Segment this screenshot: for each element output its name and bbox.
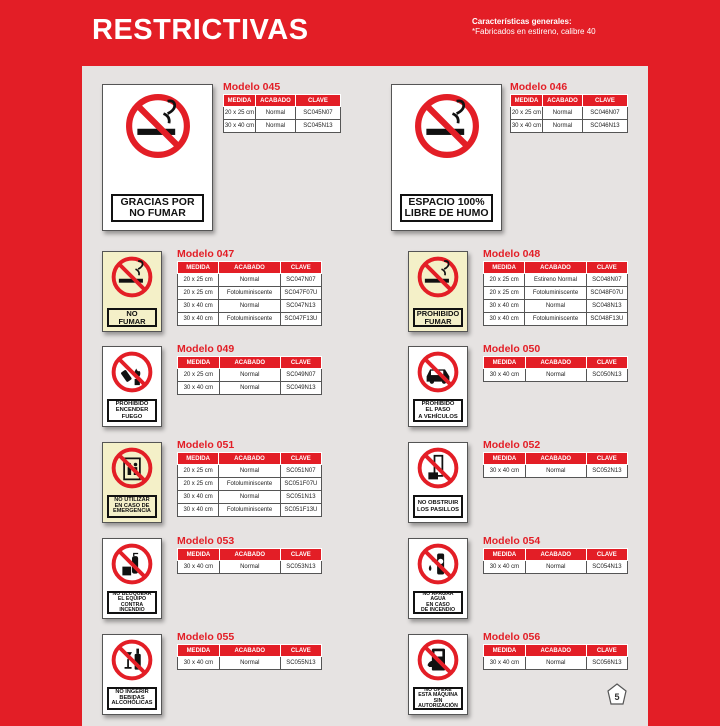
table-row bbox=[178, 300, 322, 313]
table-cell: SC047N13 bbox=[280, 300, 321, 313]
table-cell: 20 x 25 cm bbox=[178, 274, 219, 287]
sign-caption: NO BLOQUEAR EL EQUIPO CONTRA INCENDIO bbox=[107, 591, 157, 614]
column-header: CLAVE bbox=[280, 357, 321, 369]
sign-caption: NO APAGAR AGUA EN CASO DE INCENDIO bbox=[413, 591, 463, 614]
spec-table bbox=[510, 94, 628, 133]
column-header: MEDIDA bbox=[484, 549, 526, 561]
table-cell: Normal bbox=[525, 657, 586, 670]
sign-caption: PROHIBIDO FUMAR bbox=[413, 308, 463, 327]
table-cell: Normal bbox=[219, 369, 280, 382]
spec-table bbox=[177, 356, 322, 395]
sign-image bbox=[408, 251, 468, 332]
no-smoking-icon bbox=[111, 256, 153, 298]
sign-image bbox=[102, 346, 162, 427]
column-header: MEDIDA bbox=[484, 357, 526, 369]
table-cell: Normal bbox=[219, 657, 280, 670]
column-header: MEDIDA bbox=[484, 453, 526, 465]
model-title: Modelo 046 bbox=[510, 81, 568, 93]
column-header: ACABADO bbox=[256, 95, 296, 107]
column-header: ACABADO bbox=[525, 453, 586, 465]
no-smoking-icon bbox=[125, 93, 191, 159]
sign-caption: NO INGERIR BEBIDAS ALCOHÓLICAS bbox=[107, 687, 157, 710]
table-cell: SC051N13 bbox=[280, 491, 321, 504]
table-cell: 30 x 40 cm bbox=[224, 120, 256, 133]
spec-table bbox=[483, 356, 628, 382]
column-header: MEDIDA bbox=[224, 95, 256, 107]
no-fire-icon bbox=[111, 351, 153, 393]
table-cell: Normal bbox=[256, 120, 296, 133]
column-header: CLAVE bbox=[280, 453, 321, 465]
sign-image bbox=[102, 251, 162, 332]
table-header-row bbox=[178, 453, 322, 465]
table-header-row bbox=[511, 95, 628, 107]
spec-table bbox=[177, 261, 322, 326]
column-header: CLAVE bbox=[280, 645, 321, 657]
column-header: ACABADO bbox=[219, 453, 280, 465]
sign-image bbox=[102, 442, 162, 523]
table-row bbox=[484, 287, 628, 300]
table-row bbox=[178, 313, 322, 326]
column-header: CLAVE bbox=[295, 95, 340, 107]
table-cell: SC048N13 bbox=[586, 300, 627, 313]
table-cell: SC047N07 bbox=[280, 274, 321, 287]
table-cell: Fotoluminiscente bbox=[219, 478, 280, 491]
table-cell: 30 x 40 cm bbox=[178, 561, 220, 574]
table-row bbox=[178, 478, 322, 491]
table-cell: Fotoluminiscente bbox=[219, 504, 280, 517]
table-header-row bbox=[178, 645, 322, 657]
table-header-row bbox=[484, 645, 628, 657]
column-header: CLAVE bbox=[280, 549, 321, 561]
table-cell: 30 x 40 cm bbox=[178, 491, 219, 504]
spec-table bbox=[177, 644, 322, 670]
table-row bbox=[484, 300, 628, 313]
column-header: CLAVE bbox=[586, 262, 627, 274]
table-cell: 20 x 25 cm bbox=[224, 107, 256, 120]
sign-caption: GRACIAS POR NO FUMAR bbox=[111, 194, 204, 222]
page-number: 5 bbox=[614, 692, 620, 702]
no-operate-machine-icon bbox=[417, 639, 459, 681]
table-row bbox=[178, 382, 322, 395]
table-cell: 30 x 40 cm bbox=[484, 465, 526, 478]
table-cell: SC045N13 bbox=[295, 120, 340, 133]
table-cell: 20 x 25 cm bbox=[511, 107, 543, 120]
table-cell: SC056N13 bbox=[586, 657, 627, 670]
sign-image bbox=[102, 538, 162, 619]
table-cell: Normal bbox=[219, 561, 280, 574]
table-cell: SC055N13 bbox=[280, 657, 321, 670]
table-cell: 30 x 40 cm bbox=[484, 313, 525, 326]
spec-table bbox=[483, 261, 628, 326]
table-row bbox=[484, 369, 628, 382]
sign-image bbox=[408, 538, 468, 619]
sign-image bbox=[408, 442, 468, 523]
model-title: Modelo 056 bbox=[483, 631, 541, 643]
model-title: Modelo 051 bbox=[177, 439, 235, 451]
column-header: MEDIDA bbox=[178, 262, 219, 274]
sign-caption: ESPACIO 100% LIBRE DE HUMO bbox=[400, 194, 493, 222]
sign-caption: NO OBSTRUIR LOS PASILLOS bbox=[413, 495, 463, 518]
column-header: ACABADO bbox=[219, 645, 280, 657]
table-row bbox=[178, 504, 322, 517]
table-row bbox=[511, 107, 628, 120]
characteristics-title: Características generales: bbox=[472, 17, 572, 26]
column-header: MEDIDA bbox=[511, 95, 543, 107]
sign-image bbox=[408, 346, 468, 427]
no-smoking-icon bbox=[417, 256, 459, 298]
table-cell: 30 x 40 cm bbox=[178, 300, 219, 313]
table-cell: SC053N13 bbox=[280, 561, 321, 574]
no-smoking-icon bbox=[414, 93, 480, 159]
column-header: ACABADO bbox=[525, 357, 586, 369]
no-vehicles-icon bbox=[417, 351, 459, 393]
table-cell: SC051F13U bbox=[280, 504, 321, 517]
table-row bbox=[484, 313, 628, 326]
column-header: CLAVE bbox=[586, 645, 627, 657]
characteristics-note bbox=[472, 17, 596, 37]
table-cell: Normal bbox=[219, 491, 280, 504]
table-cell: SC051N07 bbox=[280, 465, 321, 478]
table-cell: SC046N13 bbox=[582, 120, 627, 133]
column-header: ACABADO bbox=[525, 262, 586, 274]
table-cell: 30 x 40 cm bbox=[484, 657, 526, 670]
no-obstruct-icon bbox=[417, 447, 459, 489]
sign-image bbox=[102, 84, 213, 231]
table-row bbox=[178, 465, 322, 478]
sign-image bbox=[102, 634, 162, 715]
table-row bbox=[224, 120, 341, 133]
table-row bbox=[178, 491, 322, 504]
table-cell: SC045N07 bbox=[295, 107, 340, 120]
table-cell: 30 x 40 cm bbox=[178, 382, 220, 395]
model-title: Modelo 049 bbox=[177, 343, 235, 355]
spec-table bbox=[483, 548, 628, 574]
table-row bbox=[178, 657, 322, 670]
table-header-row bbox=[484, 549, 628, 561]
table-cell: SC048F07U bbox=[586, 287, 627, 300]
table-row bbox=[178, 561, 322, 574]
table-header-row bbox=[178, 549, 322, 561]
sign-caption: NO UTILIZAR EN CASO DE EMERGENCIA bbox=[107, 495, 157, 518]
spec-table bbox=[223, 94, 341, 133]
column-header: CLAVE bbox=[586, 357, 627, 369]
table-cell: 30 x 40 cm bbox=[178, 313, 219, 326]
sign-caption: PROHIBIDO EL PASO A VEHÍCULOS bbox=[413, 399, 463, 422]
table-row bbox=[178, 274, 322, 287]
sign-caption: NO FUMAR bbox=[107, 308, 157, 327]
table-cell: Normal bbox=[219, 465, 280, 478]
column-header: ACABADO bbox=[219, 357, 280, 369]
table-row bbox=[484, 274, 628, 287]
sign-image bbox=[408, 634, 468, 715]
table-cell: SC048F13U bbox=[586, 313, 627, 326]
table-cell: 20 x 25 cm bbox=[484, 287, 525, 300]
table-header-row bbox=[484, 262, 628, 274]
table-cell: SC050N13 bbox=[586, 369, 627, 382]
column-header: CLAVE bbox=[582, 95, 627, 107]
table-cell: SC054N13 bbox=[586, 561, 627, 574]
model-title: Modelo 052 bbox=[483, 439, 541, 451]
column-header: MEDIDA bbox=[178, 357, 220, 369]
model-title: Modelo 048 bbox=[483, 248, 541, 260]
sign-caption: PROHIBIDO ENCENDER FUEGO bbox=[107, 399, 157, 422]
no-elevator-icon bbox=[111, 447, 153, 489]
table-cell: Normal bbox=[219, 382, 280, 395]
column-header: ACABADO bbox=[525, 549, 586, 561]
model-title: Modelo 047 bbox=[177, 248, 235, 260]
table-row bbox=[511, 120, 628, 133]
column-header: MEDIDA bbox=[178, 645, 220, 657]
column-header: ACABADO bbox=[219, 262, 280, 274]
table-cell: 30 x 40 cm bbox=[178, 657, 220, 670]
column-header: MEDIDA bbox=[484, 262, 525, 274]
table-header-row bbox=[224, 95, 341, 107]
table-cell: SC051F07U bbox=[280, 478, 321, 491]
table-cell: Fotoluminiscente bbox=[219, 313, 280, 326]
page-number-badge bbox=[607, 683, 627, 705]
table-cell: SC047F07U bbox=[280, 287, 321, 300]
column-header: CLAVE bbox=[280, 262, 321, 274]
table-cell: SC052N13 bbox=[586, 465, 627, 478]
table-row bbox=[484, 465, 628, 478]
table-cell: Normal bbox=[543, 107, 583, 120]
table-cell: Fotoluminiscente bbox=[219, 287, 280, 300]
table-cell: SC047F13U bbox=[280, 313, 321, 326]
table-row bbox=[224, 107, 341, 120]
spec-table bbox=[177, 548, 322, 574]
table-cell: 30 x 40 cm bbox=[511, 120, 543, 133]
table-cell: Estireno Normal bbox=[525, 274, 586, 287]
table-cell: Normal bbox=[525, 561, 586, 574]
table-cell: Normal bbox=[525, 300, 586, 313]
table-cell: 30 x 40 cm bbox=[484, 561, 526, 574]
table-cell: Normal bbox=[219, 274, 280, 287]
spec-table bbox=[483, 452, 628, 478]
no-alcohol-icon bbox=[111, 639, 153, 681]
table-header-row bbox=[484, 453, 628, 465]
column-header: ACABADO bbox=[543, 95, 583, 107]
characteristics-text: *Fabricados en estireno, calibre 40 bbox=[472, 27, 596, 36]
column-header: CLAVE bbox=[586, 453, 627, 465]
table-row bbox=[178, 287, 322, 300]
table-row bbox=[178, 369, 322, 382]
spec-table bbox=[483, 644, 628, 670]
table-cell: Normal bbox=[525, 465, 586, 478]
table-cell: Fotoluminiscente bbox=[525, 313, 586, 326]
table-cell: SC048N07 bbox=[586, 274, 627, 287]
column-header: MEDIDA bbox=[178, 549, 220, 561]
table-cell: SC049N13 bbox=[280, 382, 321, 395]
table-header-row bbox=[484, 357, 628, 369]
column-header: MEDIDA bbox=[178, 453, 219, 465]
sign-image bbox=[391, 84, 502, 231]
table-header-row bbox=[178, 262, 322, 274]
table-cell: 30 x 40 cm bbox=[484, 369, 526, 382]
table-cell: Normal bbox=[219, 300, 280, 313]
model-title: Modelo 045 bbox=[223, 81, 281, 93]
table-cell: 30 x 40 cm bbox=[484, 300, 525, 313]
model-title: Modelo 050 bbox=[483, 343, 541, 355]
table-row bbox=[484, 657, 628, 670]
model-title: Modelo 053 bbox=[177, 535, 235, 547]
table-row bbox=[484, 561, 628, 574]
table-cell: Normal bbox=[256, 107, 296, 120]
no-block-extinguisher-icon bbox=[111, 543, 153, 585]
table-cell: 20 x 25 cm bbox=[178, 287, 219, 300]
column-header: MEDIDA bbox=[484, 645, 526, 657]
column-header: CLAVE bbox=[586, 549, 627, 561]
table-cell: Fotoluminiscente bbox=[525, 287, 586, 300]
column-header: ACABADO bbox=[525, 645, 586, 657]
table-cell: 20 x 25 cm bbox=[178, 478, 219, 491]
table-cell: 20 x 25 cm bbox=[178, 369, 220, 382]
column-header: ACABADO bbox=[219, 549, 280, 561]
model-title: Modelo 054 bbox=[483, 535, 541, 547]
table-cell: SC046N07 bbox=[582, 107, 627, 120]
table-cell: Normal bbox=[525, 369, 586, 382]
table-cell: Normal bbox=[543, 120, 583, 133]
model-title: Modelo 055 bbox=[177, 631, 235, 643]
page-title: RESTRICTIVAS bbox=[92, 14, 309, 46]
no-water-icon bbox=[417, 543, 459, 585]
sign-caption: NO OPERE ESTA MÁQUINA SIN AUTORIZACIÓN bbox=[413, 687, 463, 710]
table-cell: 20 x 25 cm bbox=[178, 465, 219, 478]
table-cell: 20 x 25 cm bbox=[484, 274, 525, 287]
table-cell: 30 x 40 cm bbox=[178, 504, 219, 517]
table-cell: SC049N07 bbox=[280, 369, 321, 382]
spec-table bbox=[177, 452, 322, 517]
table-header-row bbox=[178, 357, 322, 369]
